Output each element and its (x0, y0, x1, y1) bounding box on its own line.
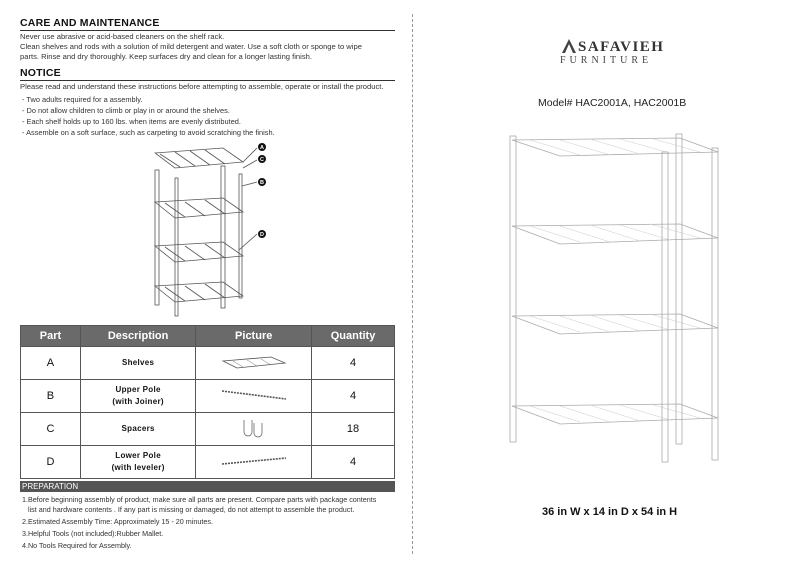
brand-subtitle: FURNITURE (560, 55, 653, 66)
part-quantity: 4 (312, 446, 395, 479)
part-letter: C (21, 413, 81, 446)
pole-back-right (239, 174, 242, 298)
notice-item: - Do not allow children to climb or play in or around the shelves. (22, 106, 230, 115)
table-row (21, 446, 395, 479)
shelf-3 (155, 242, 243, 262)
callout-a: A (260, 145, 264, 151)
prep-item: 4.No Tools Required for Assembly. (22, 541, 132, 550)
assembly-diagram (135, 140, 275, 320)
part-description: Upper Pole (with Joiner) (80, 380, 195, 413)
part-description: Spacers (80, 413, 195, 446)
prep-item: 1.Before beginning assembly of product, make sure all parts are present. Compare parts with package contents (22, 495, 377, 504)
table-row (21, 347, 395, 380)
notice-intro: Please read and understand these instructions before attempting to assemble, operate or install the product. (20, 82, 384, 91)
part-quantity: 18 (312, 413, 395, 446)
shelf-4 (155, 282, 243, 302)
shelf-top (155, 148, 243, 168)
notice-item: - Assemble on a soft surface, such as carpeting to avoid scratching the finish. (22, 128, 275, 137)
col-header-description: Description (80, 326, 195, 347)
notice-rule (20, 80, 395, 81)
parts-table (20, 325, 395, 479)
shelf-unit-illustration (500, 130, 730, 470)
callout-b: B (260, 180, 264, 186)
notice-title: NOTICE (20, 67, 61, 79)
care-line-1: Never use abrasive or acid-based cleaners on the shelf rack. (20, 32, 225, 41)
dimensions-label: 36 in W x 14 in D x 54 in H (542, 506, 678, 518)
part-picture-spacers (196, 413, 312, 446)
care-title: CARE AND MAINTENANCE (20, 17, 160, 29)
col-header-picture: Picture (196, 326, 312, 347)
notice-item: - Two adults required for a assembly. (22, 95, 143, 104)
pole-front-right (221, 166, 225, 308)
pole-front-left (155, 170, 159, 305)
care-line-3: parts. Rinse and dry thoroughly. Keep surfaces dry and clean for a longer lasting finish. (20, 52, 312, 61)
callout-c: C (260, 157, 264, 163)
part-description: Shelves (80, 347, 195, 380)
callout-d: D (260, 232, 264, 238)
col-header-quantity: Quantity (312, 326, 395, 347)
preparation-title: PREPARATION (22, 482, 79, 491)
table-row (21, 380, 395, 413)
part-quantity: 4 (312, 380, 395, 413)
page-fold-divider (412, 14, 413, 554)
brand-name: SAFAVIEH (578, 39, 665, 55)
shelf-2 (155, 198, 243, 218)
model-number: Model# HAC2001A, HAC2001B (538, 97, 687, 109)
part-quantity: 4 (312, 347, 395, 380)
notice-item: - Each shelf holds up to 160 lbs. when items are evenly distributed. (22, 117, 241, 126)
prep-item: 2.Estimated Assembly Time: Approximately 15 - 20 minutes. (22, 517, 213, 526)
care-rule (20, 30, 395, 31)
part-picture-shelf (196, 347, 312, 380)
part-letter: A (21, 347, 81, 380)
part-picture-lower-pole (196, 446, 312, 479)
prep-item: list and hardware contents . If any part is missing or damaged, do not attempt to assemble the product. (22, 505, 355, 514)
part-letter: D (21, 446, 81, 479)
table-row (21, 413, 395, 446)
part-picture-upper-pole (196, 380, 312, 413)
care-line-2: Clean shelves and rods with a solution of mild detergent and water. Use a soft cloth or sponge to wipe (20, 42, 362, 51)
part-description: Lower Pole (with leveler) (80, 446, 195, 479)
part-letter: B (21, 380, 81, 413)
prep-item: 3.Helpful Tools (not included):Rubber Mallet. (22, 529, 164, 538)
safavieh-logo-icon (561, 38, 577, 54)
col-header-part: Part (21, 326, 81, 347)
